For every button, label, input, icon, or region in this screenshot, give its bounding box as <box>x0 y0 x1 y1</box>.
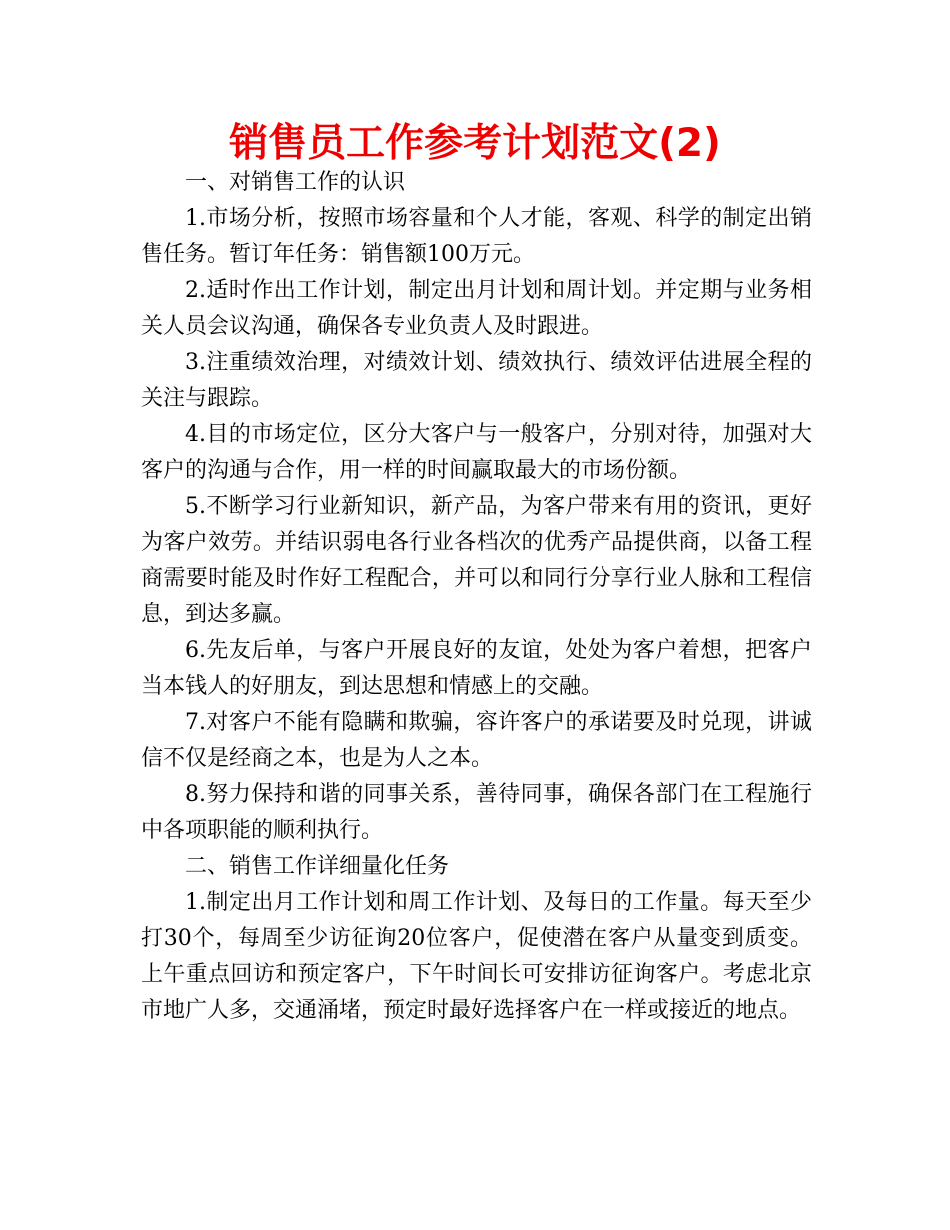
document-title: 销售员工作参考计划范文(2) <box>229 121 721 166</box>
paragraph-1-1: 1.市场分析，按照市场容量和个人才能，客观、科学的制定出销售任务。暂订年任务：销售额100万元。 <box>141 206 812 267</box>
section-heading-1: 一、对销售工作的认识 <box>185 170 406 195</box>
paragraph-2-1: 1.制定出月工作计划和周工作计划、及每日的工作量。每天至少打30个，每周至少访征询20位客户，促使潜在客户从量变到质变。上午重点回访和预定客户，下午时间长可安排访征询客户。考虑北京市地广人多，交通涌堵，预定时最好选择客户在一样或接近的地点。 <box>141 890 812 1023</box>
paragraph-1-7: 7.对客户不能有隐瞒和欺骗，容许客户的承诺要及时兑现，讲诚信不仅是经商之本，也是为人之本。 <box>141 710 812 771</box>
paragraph-1-4: 4.目的市场定位，区分大客户与一般客户，分别对待，加强对大客户的沟通与合作，用一样的时间赢取最大的市场份额。 <box>141 422 812 483</box>
paragraph-1-3: 3.注重绩效治理，对绩效计划、绩效执行、绩效评估进展全程的关注与跟踪。 <box>141 350 812 411</box>
document-body <box>141 165 812 1029</box>
paragraph-1-5: 5.不断学习行业新知识，新产品，为客户带来有用的资讯，更好为客户效劳。并结识弱电各行业各档次的优秀产品提供商，以备工程商需要时能及时作好工程配合，并可以和同行分享行业人脉和工程信息，到达多赢。 <box>141 494 812 627</box>
paragraph-1-8: 8.努力保持和谐的同事关系，善待同事，确保各部门在工程施行中各项职能的顺利执行。 <box>141 782 812 843</box>
paragraph-1-2: 2.适时作出工作计划，制定出月计划和周计划。并定期与业务相关人员会议沟通，确保各专业负责人及时跟进。 <box>141 278 812 339</box>
section-heading-2: 二、销售工作详细量化任务 <box>185 854 450 879</box>
paragraph-1-6: 6.先友后单，与客户开展良好的友谊，处处为客户着想，把客户当本钱人的好朋友，到达思想和情感上的交融。 <box>141 638 812 699</box>
